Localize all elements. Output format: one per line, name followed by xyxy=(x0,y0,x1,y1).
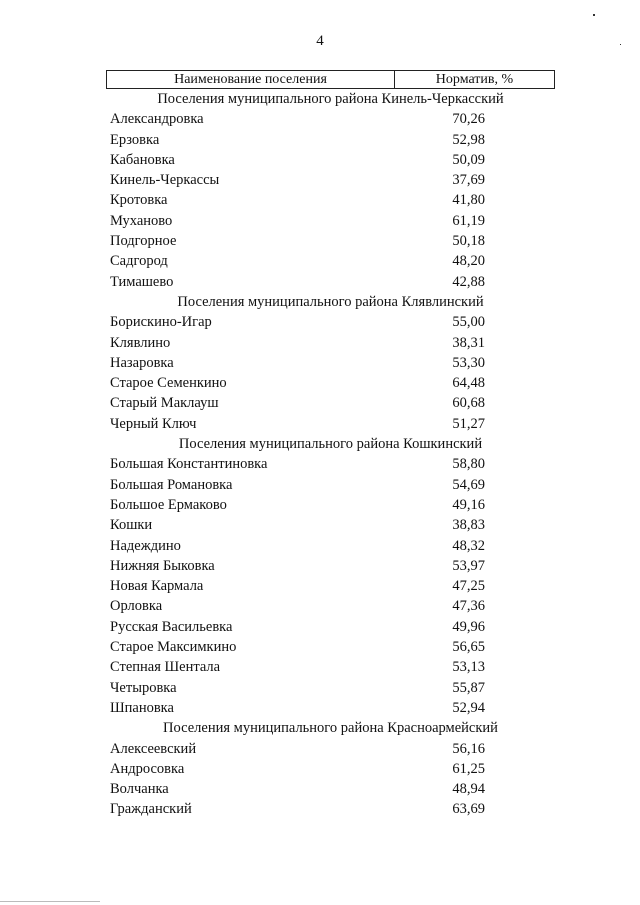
table-row xyxy=(106,414,555,434)
table-row xyxy=(106,576,555,596)
settlement-name: Борискино-Игар xyxy=(110,314,212,331)
settlement-name: Александровка xyxy=(110,111,204,128)
table-row xyxy=(106,637,555,657)
table-row xyxy=(106,495,555,515)
settlement-name: Старое Максимкино xyxy=(110,639,237,656)
norm-value: 61,19 xyxy=(452,212,485,229)
group-title: Поселения муниципального района Кошкинский xyxy=(178,436,483,453)
table-row xyxy=(106,353,555,373)
norm-value: 64,48 xyxy=(452,375,485,392)
norm-value: 42,88 xyxy=(452,273,485,290)
group-title: Поселения муниципального района Кинель-Черкасский xyxy=(157,91,504,107)
settlement-name: Русская Васильевка xyxy=(110,618,233,635)
norm-value: 60,68 xyxy=(452,395,485,412)
table-row xyxy=(106,739,555,759)
norm-value: 38,31 xyxy=(452,334,485,351)
settlement-name: Черный Ключ xyxy=(110,415,197,432)
table-row xyxy=(106,536,555,556)
norm-value: 51,27 xyxy=(452,415,485,432)
table-row xyxy=(106,759,555,779)
norm-value: 47,36 xyxy=(452,598,485,615)
group-title: Поселения муниципального района Красноармейский xyxy=(163,720,498,737)
norm-value: 38,83 xyxy=(452,517,485,534)
settlement-name: Подгорное xyxy=(110,233,177,250)
norm-value: 37,69 xyxy=(452,172,485,189)
norm-value: 55,00 xyxy=(452,314,485,331)
table-row xyxy=(106,779,555,799)
table-row xyxy=(106,515,555,535)
settlement-name: Ерзовка xyxy=(110,131,160,148)
table-row xyxy=(106,698,555,718)
norm-value: 47,25 xyxy=(452,578,485,595)
settlement-name: Старое Семенкино xyxy=(110,375,227,392)
settlement-name: Кинель-Черкассы xyxy=(110,172,220,189)
table-row xyxy=(106,130,555,150)
table-header xyxy=(106,70,555,89)
norm-value: 41,80 xyxy=(452,192,485,209)
settlement-name: Старый Маклауш xyxy=(110,395,219,412)
norm-value: 56,16 xyxy=(452,740,485,757)
norm-value: 50,09 xyxy=(452,151,485,168)
table-row xyxy=(106,373,555,393)
norm-value: 56,65 xyxy=(452,639,485,656)
settlement-name: Тимашево xyxy=(110,273,174,290)
settlement-name: Орловка xyxy=(110,598,163,615)
table-row xyxy=(106,190,555,210)
settlement-name: Большая Константиновка xyxy=(110,456,268,473)
table-row xyxy=(106,333,555,353)
norm-value: 48,94 xyxy=(452,781,485,798)
norm-value: 55,87 xyxy=(452,679,485,696)
settlement-name: Большое Ермаково xyxy=(110,496,227,513)
settlement-name: Кошки xyxy=(110,517,153,534)
header-norm-percent: Норматив, % xyxy=(435,72,514,87)
settlement-name: Надеждино xyxy=(110,537,181,554)
settlement-name: Андросовка xyxy=(110,760,185,777)
settlement-name: Назаровка xyxy=(110,354,174,371)
settlement-name: Волчанка xyxy=(110,781,169,798)
header-settlement-name: Наименование поселения xyxy=(107,71,395,88)
group-title: Поселения муниципального района Клявлинский xyxy=(177,293,484,310)
norm-value: 50,18 xyxy=(452,233,485,250)
norm-value: 70,26 xyxy=(452,111,485,128)
norm-value: 53,13 xyxy=(452,659,485,676)
norm-value: 49,16 xyxy=(452,496,485,513)
settlement-name: Садгород xyxy=(110,253,168,270)
table-row xyxy=(106,678,555,698)
page-number: 4 xyxy=(316,33,324,49)
table-row xyxy=(106,799,555,819)
settlement-name: Кабановка xyxy=(110,151,175,168)
settlement-name: Шпановка xyxy=(110,699,174,716)
table-row xyxy=(106,556,555,576)
settlement-name: Четыровка xyxy=(110,679,177,696)
norm-value: 48,20 xyxy=(452,253,485,270)
norm-value: 49,96 xyxy=(452,618,485,635)
table-row xyxy=(106,617,555,637)
table-row xyxy=(106,231,555,251)
norm-value: 52,98 xyxy=(452,131,485,148)
norm-value: 61,25 xyxy=(452,760,485,777)
settlement-name: Большая Романовка xyxy=(110,476,233,493)
table-row xyxy=(106,150,555,170)
settlement-name: Новая Кармала xyxy=(110,578,204,595)
settlement-name: Гражданский xyxy=(110,801,192,818)
settlement-name: Муханово xyxy=(110,212,173,229)
table-row xyxy=(106,109,555,129)
table-row xyxy=(106,211,555,231)
table-row xyxy=(106,657,555,677)
table-row xyxy=(106,272,555,292)
table-row xyxy=(106,475,555,495)
table-row xyxy=(106,312,555,332)
settlement-name: Нижняя Быковка xyxy=(110,557,215,574)
table-row xyxy=(106,170,555,190)
settlement-name: Кротовка xyxy=(110,192,168,209)
norm-value: 58,80 xyxy=(452,456,485,473)
norm-value: 53,30 xyxy=(452,354,485,371)
table-row xyxy=(106,393,555,413)
norm-value: 48,32 xyxy=(452,537,485,554)
table-row xyxy=(106,454,555,474)
scan-speck xyxy=(620,44,621,45)
settlement-name: Клявлино xyxy=(110,334,171,351)
table-row xyxy=(106,596,555,616)
norm-value: 63,69 xyxy=(452,801,485,818)
norm-value: 52,94 xyxy=(452,699,485,716)
footer-divider xyxy=(0,901,100,902)
norm-value: 53,97 xyxy=(452,557,485,574)
scan-speck xyxy=(593,14,595,16)
table-row xyxy=(106,251,555,271)
norm-value: 54,69 xyxy=(452,476,485,493)
settlement-name: Степная Шентала xyxy=(110,659,221,676)
settlement-name: Алексеевский xyxy=(110,740,197,757)
table-body xyxy=(106,89,555,820)
